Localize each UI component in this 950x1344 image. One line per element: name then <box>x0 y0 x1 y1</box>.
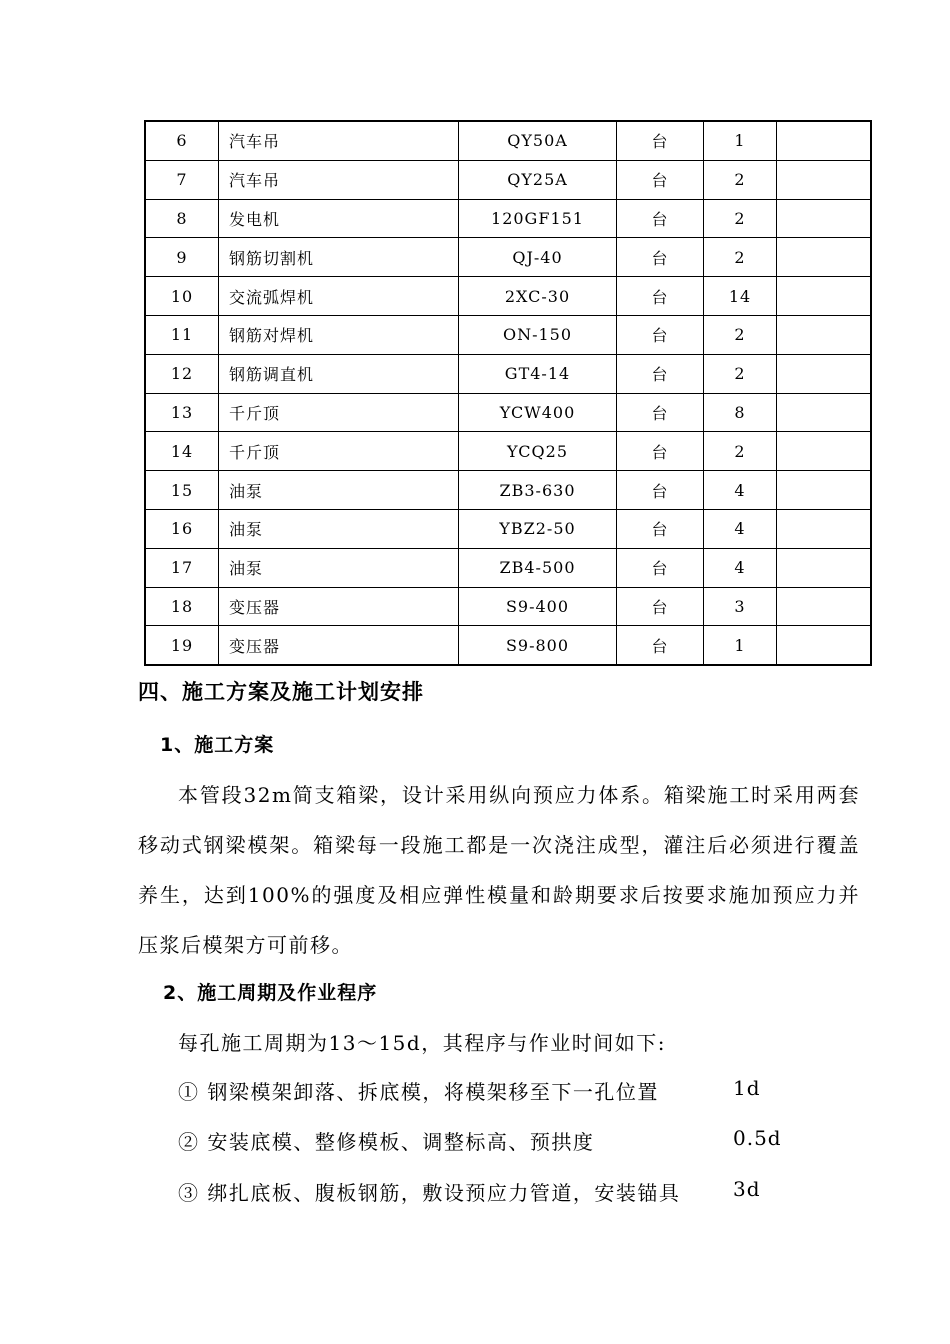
model-cell: 120GF151 <box>459 199 617 238</box>
section-heading: 四、施工方案及施工计划安排 <box>138 680 424 704</box>
table-row <box>145 471 871 510</box>
row-number-cell: 18 <box>145 587 219 626</box>
table-row <box>145 315 871 354</box>
note-cell <box>777 432 872 471</box>
model-cell: YCW400 <box>459 393 617 432</box>
unit-cell: 台 <box>617 277 704 316</box>
unit-cell: 台 <box>617 626 704 665</box>
equipment-name-cell: 发电机 <box>219 199 459 238</box>
model-cell: ON-150 <box>459 315 617 354</box>
note-cell <box>777 277 872 316</box>
table-row <box>145 160 871 199</box>
step-duration: 0.5d <box>733 1126 782 1150</box>
table-row <box>145 121 871 160</box>
quantity-cell: 8 <box>704 393 777 432</box>
step-text: ② 安装底模、整修模板、调整标高、预拱度 <box>178 1130 595 1154</box>
quantity-cell: 1 <box>704 121 777 160</box>
row-number-cell: 7 <box>145 160 219 199</box>
note-cell <box>777 160 872 199</box>
quantity-cell: 2 <box>704 315 777 354</box>
note-cell <box>777 587 872 626</box>
row-number-cell: 16 <box>145 509 219 548</box>
table-row <box>145 199 871 238</box>
quantity-cell: 14 <box>704 277 777 316</box>
row-number-cell: 10 <box>145 277 219 316</box>
model-cell: 2XC-30 <box>459 277 617 316</box>
note-cell <box>777 509 872 548</box>
note-cell <box>777 238 872 277</box>
equipment-name-cell: 油泵 <box>219 509 459 548</box>
row-number-cell: 13 <box>145 393 219 432</box>
table-row <box>145 509 871 548</box>
note-cell <box>777 315 872 354</box>
table-row <box>145 587 871 626</box>
unit-cell: 台 <box>617 199 704 238</box>
table-row <box>145 548 871 587</box>
note-cell <box>777 393 872 432</box>
model-cell: ZB3-630 <box>459 471 617 510</box>
table-row <box>145 626 871 665</box>
step-duration: 1d <box>733 1076 761 1100</box>
equipment-name-cell: 钢筋调直机 <box>219 354 459 393</box>
equipment-name-cell: 钢筋切割机 <box>219 238 459 277</box>
model-cell: YBZ2-50 <box>459 509 617 548</box>
model-cell: ZB4-500 <box>459 548 617 587</box>
quantity-cell: 2 <box>704 238 777 277</box>
model-cell: QY50A <box>459 121 617 160</box>
table-row <box>145 393 871 432</box>
table-row <box>145 238 871 277</box>
equipment-name-cell: 千斤顶 <box>219 393 459 432</box>
model-cell: QJ-40 <box>459 238 617 277</box>
equipment-name-cell: 汽车吊 <box>219 121 459 160</box>
step-text: ③ 绑扎底板、腹板钢筋，敷设预应力管道，安装锚具 <box>178 1181 681 1205</box>
step-duration: 3d <box>733 1177 761 1201</box>
equipment-name-cell: 交流弧焊机 <box>219 277 459 316</box>
equipment-name-cell: 汽车吊 <box>219 160 459 199</box>
quantity-cell: 1 <box>704 626 777 665</box>
row-number-cell: 17 <box>145 548 219 587</box>
unit-cell: 台 <box>617 393 704 432</box>
equipment-name-cell: 油泵 <box>219 471 459 510</box>
equipment-name-cell: 油泵 <box>219 548 459 587</box>
table-row <box>145 432 871 471</box>
subsection-heading-schedule: 2、施工周期及作业程序 <box>163 982 378 1004</box>
note-cell <box>777 626 872 665</box>
subsection-heading-plan: 1、施工方案 <box>160 734 275 756</box>
unit-cell: 台 <box>617 315 704 354</box>
row-number-cell: 9 <box>145 238 219 277</box>
equipment-name-cell: 变压器 <box>219 626 459 665</box>
unit-cell: 台 <box>617 471 704 510</box>
row-number-cell: 8 <box>145 199 219 238</box>
unit-cell: 台 <box>617 354 704 393</box>
quantity-cell: 4 <box>704 471 777 510</box>
row-number-cell: 12 <box>145 354 219 393</box>
unit-cell: 台 <box>617 548 704 587</box>
model-cell: S9-800 <box>459 626 617 665</box>
note-cell <box>777 121 872 160</box>
note-cell <box>777 471 872 510</box>
note-cell <box>777 199 872 238</box>
model-cell: S9-400 <box>459 587 617 626</box>
row-number-cell: 14 <box>145 432 219 471</box>
row-number-cell: 6 <box>145 121 219 160</box>
unit-cell: 台 <box>617 509 704 548</box>
quantity-cell: 2 <box>704 432 777 471</box>
unit-cell: 台 <box>617 587 704 626</box>
row-number-cell: 19 <box>145 626 219 665</box>
schedule-intro: 每孔施工周期为13～15d，其程序与作业时间如下: <box>178 1031 666 1055</box>
unit-cell: 台 <box>617 432 704 471</box>
row-number-cell: 11 <box>145 315 219 354</box>
unit-cell: 台 <box>617 121 704 160</box>
unit-cell: 台 <box>617 160 704 199</box>
model-cell: QY25A <box>459 160 617 199</box>
table-row <box>145 277 871 316</box>
quantity-cell: 2 <box>704 354 777 393</box>
quantity-cell: 2 <box>704 160 777 199</box>
equipment-name-cell: 千斤顶 <box>219 432 459 471</box>
equipment-table-body <box>145 121 871 665</box>
table-row <box>145 354 871 393</box>
step-text: ① 钢梁模架卸落、拆底模，将模架移至下一孔位置 <box>178 1080 659 1104</box>
quantity-cell: 3 <box>704 587 777 626</box>
model-cell: GT4-14 <box>459 354 617 393</box>
quantity-cell: 4 <box>704 548 777 587</box>
equipment-name-cell: 钢筋对焊机 <box>219 315 459 354</box>
unit-cell: 台 <box>617 238 704 277</box>
equipment-name-cell: 变压器 <box>219 587 459 626</box>
row-number-cell: 15 <box>145 471 219 510</box>
plan-paragraph: 本管段32m简支箱梁，设计采用纵向预应力体系。箱梁施工时采用两套移动式钢梁模架。箱梁每一段施工都是一次浇注成型，灌注后必须进行覆盖养生，达到100%的强度及相应弹性模量和龄期要求后按要求施加预应力并压浆后模架方可前移。 <box>138 783 860 957</box>
note-cell <box>777 548 872 587</box>
equipment-table <box>144 120 872 666</box>
note-cell <box>777 354 872 393</box>
model-cell: YCQ25 <box>459 432 617 471</box>
quantity-cell: 4 <box>704 509 777 548</box>
quantity-cell: 2 <box>704 199 777 238</box>
